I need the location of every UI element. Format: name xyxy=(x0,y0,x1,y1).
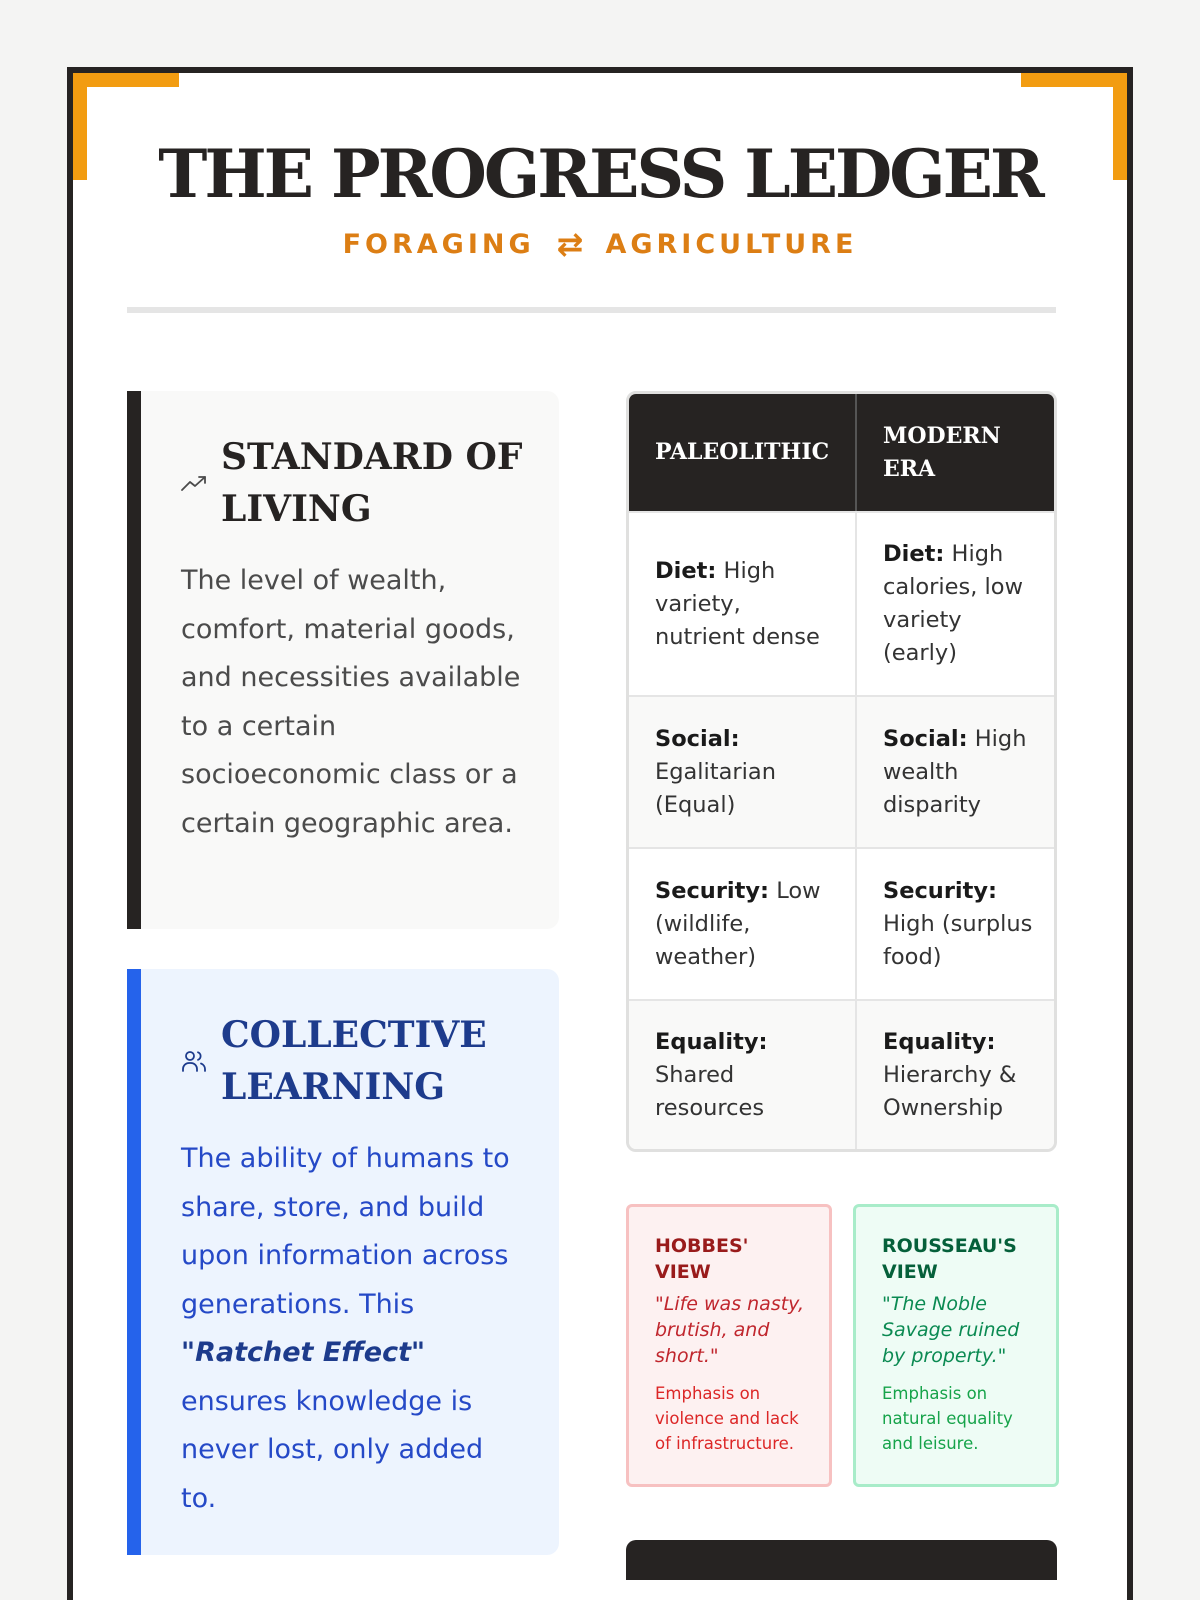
users-icon xyxy=(181,1049,221,1073)
rousseau-view-quote: "The Noble Savage ruined by property." xyxy=(882,1293,1020,1367)
standard-of-living-panel xyxy=(127,391,559,929)
header-divider xyxy=(127,307,1056,313)
table-row xyxy=(629,847,1054,999)
column-header-paleolithic: PALEOLITHIC xyxy=(629,394,857,511)
rousseau-view-note: Emphasis on natural equality and leisure. xyxy=(882,1384,1013,1453)
standard-of-living-header xyxy=(181,431,525,535)
swap-arrows-icon: ⇄ xyxy=(556,225,584,263)
table-cell: Diet: High calories, low variety (early) xyxy=(883,541,1023,666)
hobbes-view-card xyxy=(626,1204,832,1487)
table-header-row xyxy=(629,394,1054,511)
table-cell: Equality: Hierarchy & Ownership xyxy=(883,1028,1017,1121)
column-header-modern-era: MODERN ERA xyxy=(883,422,1001,482)
next-section-panel xyxy=(626,1540,1057,1580)
table-cell: Social: High wealth disparity xyxy=(883,725,1027,818)
collective-learning-title: COLLECTIVE LEARNING xyxy=(221,1014,487,1108)
table-cell: Security: Low (wildlife, weather) xyxy=(629,849,857,999)
rousseau-view-card xyxy=(853,1204,1059,1487)
standard-of-living-title: STANDARD OF LIVING xyxy=(221,436,523,530)
collective-learning-panel xyxy=(127,969,559,1555)
ratchet-effect-emphasis: "Ratchet Effect" xyxy=(181,1337,426,1368)
comparison-table xyxy=(626,391,1057,1152)
subtitle-foraging: FORAGING xyxy=(342,229,535,260)
subtitle-agriculture: AGRICULTURE xyxy=(605,229,858,260)
table-row xyxy=(629,999,1054,1149)
trending-up-icon xyxy=(181,474,221,492)
collective-learning-header xyxy=(181,1009,525,1113)
table-row xyxy=(629,511,1054,695)
table-cell: Security: High (surplus food) xyxy=(883,877,1033,970)
collective-learning-text-start: The ability of humans to share, store, and build upon information across generations. This xyxy=(181,1143,510,1320)
hobbes-view-note: Emphasis on violence and lack of infrastructure. xyxy=(655,1384,799,1453)
page-subtitle xyxy=(73,225,1127,263)
table-row xyxy=(629,695,1054,847)
collective-learning-text-end: ensures knowledge is never lost, only added to. xyxy=(181,1385,484,1514)
collective-learning-text xyxy=(181,1135,525,1523)
corner-accent-top-left xyxy=(73,73,179,87)
ledger-card xyxy=(67,67,1133,1600)
table-cell: Equality: Shared resources xyxy=(629,1001,857,1149)
hobbes-view-title: HOBBES' VIEW xyxy=(655,1235,749,1283)
hobbes-view-quote: "Life was nasty, brutish, and short." xyxy=(655,1293,804,1367)
standard-of-living-text: The level of wealth, comfort, material goods, and necessities available to a certain socioeconomic class or a certain geographic area. xyxy=(181,565,521,839)
table-cell: Diet: High variety, nutrient dense xyxy=(629,513,857,695)
page-title: THE PROGRESS LEDGER xyxy=(158,135,1042,213)
corner-accent-top-right xyxy=(1021,73,1127,87)
rousseau-view-title: ROUSSEAU'S VIEW xyxy=(882,1235,1017,1283)
table-cell: Social: Egalitarian (Equal) xyxy=(629,697,857,847)
